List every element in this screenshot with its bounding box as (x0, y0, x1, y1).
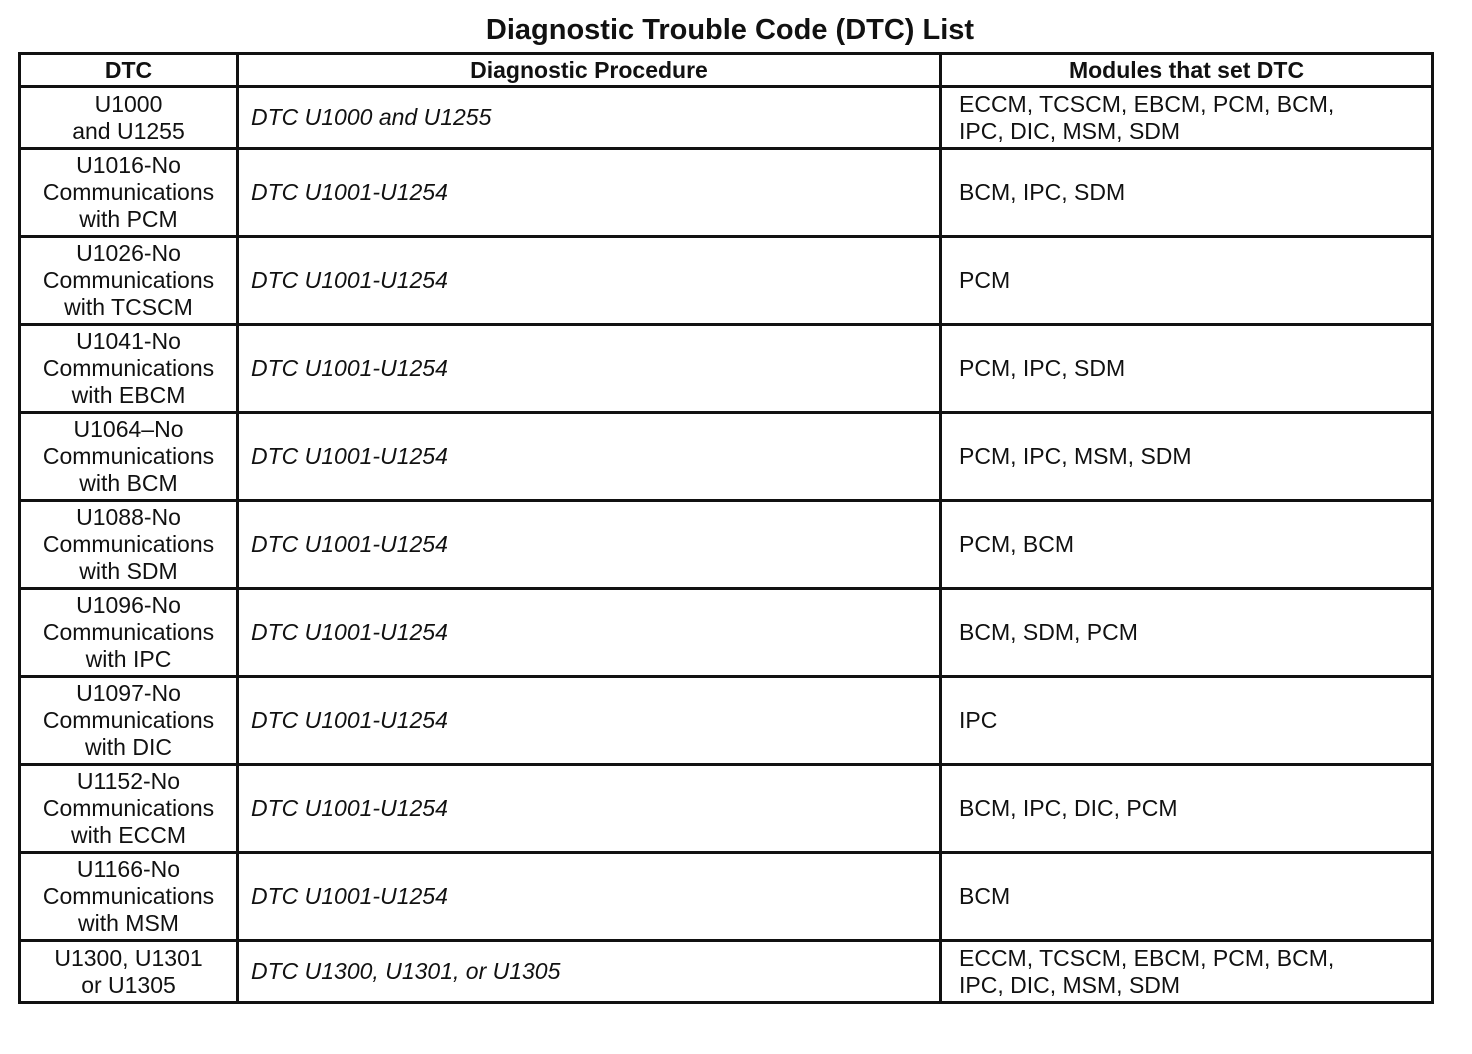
table-header-row (20, 54, 1433, 87)
dtc-cell: U1096-No Communications with IPC (20, 589, 238, 677)
dtc-cell: U1152-No Communications with ECCM (20, 765, 238, 853)
dtc-cell: U1026-No Communications with TCSCM (20, 237, 238, 325)
procedure-cell: DTC U1001-U1254 (238, 589, 941, 677)
table-row (20, 413, 1433, 501)
dtc-cell: U1064–No Communications with BCM (20, 413, 238, 501)
modules-cell: PCM (941, 237, 1433, 325)
modules-cell: PCM, IPC, MSM, SDM (941, 413, 1433, 501)
table-row (20, 501, 1433, 589)
dtc-cell: U1300, U1301 or U1305 (20, 941, 238, 1003)
modules-cell: BCM, SDM, PCM (941, 589, 1433, 677)
procedure-cell: DTC U1001-U1254 (238, 501, 941, 589)
table-row (20, 237, 1433, 325)
dtc-cell: U1041-No Communications with EBCM (20, 325, 238, 413)
dtc-cell: U1016-No Communications with PCM (20, 149, 238, 237)
procedure-cell: DTC U1001-U1254 (238, 853, 941, 941)
table-row (20, 941, 1433, 1003)
dtc-cell: U1097-No Communications with DIC (20, 677, 238, 765)
procedure-cell: DTC U1001-U1254 (238, 677, 941, 765)
page-title: Diagnostic Trouble Code (DTC) List (485, 14, 975, 46)
modules-cell: ECCM, TCSCM, EBCM, PCM, BCM, IPC, DIC, MSM, SDM (941, 941, 1433, 1003)
procedure-cell: DTC U1001-U1254 (238, 413, 941, 501)
procedure-cell: DTC U1300, U1301, or U1305 (238, 941, 941, 1003)
modules-cell: BCM, IPC, SDM (941, 149, 1433, 237)
modules-cell: PCM, IPC, SDM (941, 325, 1433, 413)
modules-cell: BCM, IPC, DIC, PCM (941, 765, 1433, 853)
table-row (20, 87, 1433, 149)
header-dtc: DTC (20, 54, 238, 87)
table-row (20, 677, 1433, 765)
table-row (20, 149, 1433, 237)
dtc-cell: U1088-No Communications with SDM (20, 501, 238, 589)
modules-cell: IPC (941, 677, 1433, 765)
procedure-cell: DTC U1001-U1254 (238, 237, 941, 325)
procedure-cell: DTC U1001-U1254 (238, 765, 941, 853)
header-modules: Modules that set DTC (941, 54, 1433, 87)
table-row (20, 325, 1433, 413)
table-row (20, 765, 1433, 853)
modules-cell: PCM, BCM (941, 501, 1433, 589)
dtc-cell: U1000 and U1255 (20, 87, 238, 149)
procedure-cell: DTC U1001-U1254 (238, 149, 941, 237)
procedure-cell: DTC U1000 and U1255 (238, 87, 941, 149)
dtc-cell: U1166-No Communications with MSM (20, 853, 238, 941)
header-diagnostic-procedure: Diagnostic Procedure (238, 54, 941, 87)
modules-cell: BCM (941, 853, 1433, 941)
dtc-table (18, 52, 1434, 1004)
table-row (20, 589, 1433, 677)
modules-cell: ECCM, TCSCM, EBCM, PCM, BCM, IPC, DIC, MSM, SDM (941, 87, 1433, 149)
procedure-cell: DTC U1001-U1254 (238, 325, 941, 413)
table-row (20, 853, 1433, 941)
